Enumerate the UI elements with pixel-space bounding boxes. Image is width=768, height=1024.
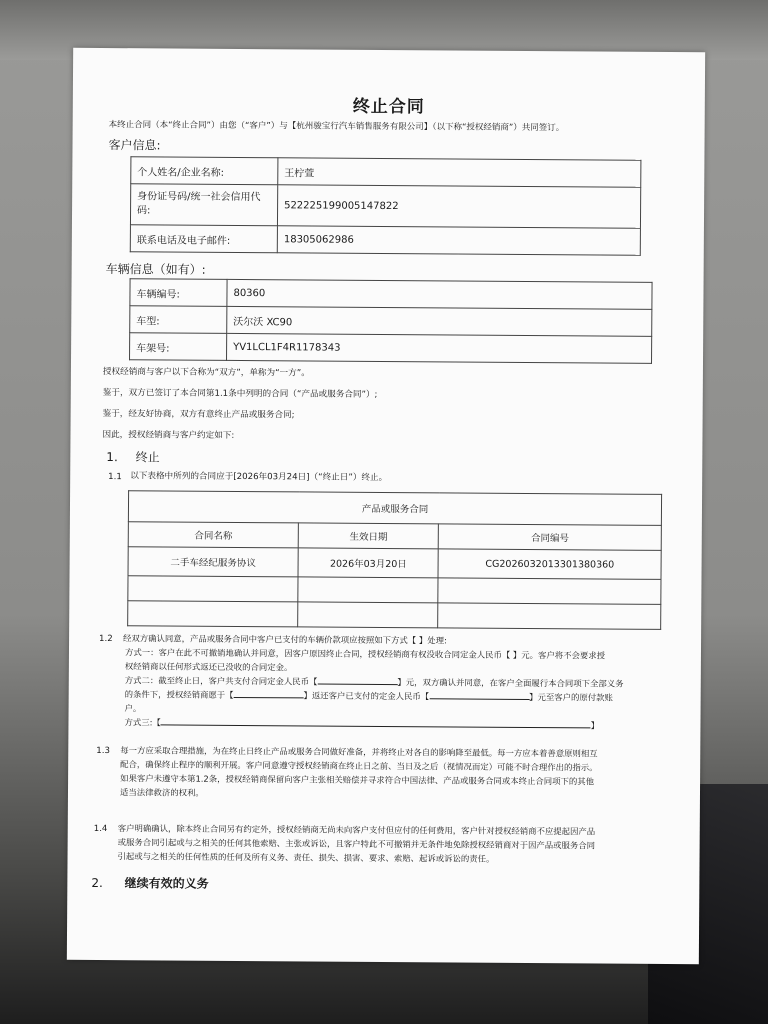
- vehicle-label: 车辆编号:: [130, 279, 227, 307]
- clause-number: 1.4: [93, 823, 108, 835]
- table-row: [130, 279, 652, 310]
- clause-line: 配合，确保终止程序的顺利开展。客户同意遵守授权经销商在终止日之前、当日及之后（视情况而定）可能不时合理作出的指示。: [120, 759, 598, 773]
- table-row: [131, 157, 641, 188]
- section-number: 2.: [91, 875, 103, 891]
- table-cell: CG2026032013301380360: [438, 549, 661, 580]
- table-row: [128, 547, 661, 580]
- clause-line: 如果客户未遵守本第1.2条，授权经销商保留向客户主张相关赔偿并寻求符合中国法律、产品或服务合同或本终止合同项下的其他: [120, 773, 595, 787]
- table-row: [128, 491, 661, 526]
- vehicle-value: YV1LCL1F4R1178343: [227, 333, 652, 363]
- column-header: 生效日期: [298, 523, 439, 549]
- table-row: [128, 522, 661, 551]
- table-cell: 2026年03月20日: [298, 548, 439, 578]
- blank-field: [161, 724, 591, 728]
- recital-line: 因此，授权经销商与客户约定如下:: [102, 430, 235, 441]
- blank-field: [234, 697, 304, 698]
- table-cell: 二手车经纪服务协议: [128, 547, 298, 577]
- table-row: [128, 601, 661, 630]
- contract-table: [127, 490, 662, 630]
- way-2-text: 】返还客户已支付的定金人民币【: [303, 690, 430, 702]
- table-cell: [128, 576, 298, 602]
- table-cell: [438, 578, 661, 605]
- clause-1-2-head: 经双方确认同意，产品或服务合同中客户已支付的车辆价款项应按照如下方式【 】处理:: [123, 633, 447, 646]
- document-page: [67, 48, 705, 964]
- section-title: 继续有效的义务: [124, 876, 209, 891]
- blank-field: [317, 684, 397, 686]
- customer-value: 王柠萱: [278, 158, 641, 188]
- column-header: 合同名称: [128, 522, 298, 548]
- clause-1-1-text: 以下表格中所列的合同应于[2026年03月24日]（“终止日”）终止。: [130, 471, 388, 484]
- table-cell: [438, 603, 661, 630]
- vehicle-info-table: [129, 278, 653, 364]
- section-number: 1.: [106, 450, 118, 465]
- way-1-line-a: 方式一：客户在此不可撤销地确认并同意，因客户原因终止合同，授权经销商有权没收合同定金人民币【 】元。客户将不会要求授: [124, 647, 606, 661]
- vehicle-section-title: 车辆信息（如有）:: [105, 262, 206, 277]
- section-2-heading: [91, 874, 208, 892]
- clause-line: 引起或与之相关的任何性质的任何及所有义务、责任、损失、损害、要求、索赔、起诉或诉讼的责任。: [117, 851, 495, 864]
- customer-label: 身份证号码/统一社会信用代码:: [130, 184, 277, 226]
- vehicle-label: 车架号:: [130, 333, 227, 361]
- recital-line: 鉴于，双方已签订了本合同第1.1条中列明的合同（“产品或服务合同”）;: [102, 388, 378, 400]
- way-1-line-b: 权经销商以任何形式返还已没收的合同定金。: [124, 661, 293, 673]
- contract-table-caption: 产品或服务合同: [128, 491, 661, 526]
- recital-line: 授权经销商与客户以下合称为“双方”，单称为“一方”。: [102, 367, 310, 379]
- clause-number: 1.3: [96, 745, 110, 757]
- recital-line: 鉴于，经友好协商，双方有意终止产品或服务合同;: [102, 409, 295, 421]
- recitals: [102, 366, 683, 454]
- section-1-heading: [106, 448, 159, 465]
- way-3-text: 方式三:【: [124, 717, 161, 728]
- way-3-text: 】: [590, 720, 600, 731]
- customer-value: 522225199005147822: [277, 185, 640, 229]
- customer-value: 18305062986: [277, 226, 640, 256]
- customer-info-table: [130, 156, 642, 256]
- column-header: 合同编号: [439, 524, 662, 551]
- table-cell: [128, 601, 298, 627]
- clause-1-2: [122, 631, 695, 733]
- clause-line: 客户明确确认，除本终止合同另有约定外，授权经销商无尚未向客户支付但应付的任何费用，客户针对授权经销商不应提起因产品: [117, 823, 596, 837]
- table-cell: [298, 577, 439, 603]
- section-title: 终止: [135, 450, 160, 465]
- customer-label: 个人姓名/企业名称:: [131, 157, 278, 185]
- table-row: [130, 225, 640, 256]
- way-2-text: 方式二：截至终止日，客户共支付合同定金人民币【: [124, 675, 318, 687]
- way-2-text: 】元至客户的原付款账: [529, 692, 613, 703]
- customer-label: 联系电话及电子邮件:: [130, 225, 277, 253]
- way-2-line-c: 户。: [124, 703, 142, 714]
- clause-line: 每一方应采取合理措施，为在终止日终止产品或服务合同做好准备，并将终止对各自的影响降至最低。每一方应本着善意原则相互: [120, 745, 598, 759]
- clause-1-3: [120, 743, 700, 803]
- clause-line: 或服务合同引起或与之相关的任何其他索赔、主张或诉讼，且客户特此不可撤销并无条件地免除授权经销商对于因产品或服务合同: [117, 837, 596, 851]
- table-cell: [298, 602, 439, 628]
- table-row: [128, 576, 661, 605]
- way-2-text: 的条件下，授权经销商愿于【: [124, 689, 234, 700]
- clause-1-4: [118, 821, 700, 867]
- clause-number: 1.1: [108, 472, 122, 483]
- document-title: 终止合同: [352, 96, 425, 118]
- way-3-line: [122, 715, 694, 733]
- blank-field: [429, 698, 529, 700]
- table-row: [130, 306, 652, 337]
- vehicle-label: 车型:: [130, 306, 227, 334]
- intro-paragraph: 本终止合同（本“终止合同”）由您（“客户”）与【杭州骏宝行汽车销售服务有限公司】（以下称“授权经销商”）共同签订。: [108, 120, 565, 134]
- customer-section-title: 客户信息:: [108, 138, 161, 153]
- table-row: [130, 184, 640, 229]
- vehicle-value: 沃尔沃 XC90: [227, 306, 652, 336]
- way-2-text: 】元，双方确认并同意，在客户全面履行本合同项下全部义务: [397, 677, 624, 689]
- clause-line: 适当法律救济的权利。: [119, 787, 204, 798]
- vehicle-value: 80360: [227, 279, 652, 309]
- clause-number: 1.2: [99, 634, 113, 645]
- table-row: [130, 333, 652, 364]
